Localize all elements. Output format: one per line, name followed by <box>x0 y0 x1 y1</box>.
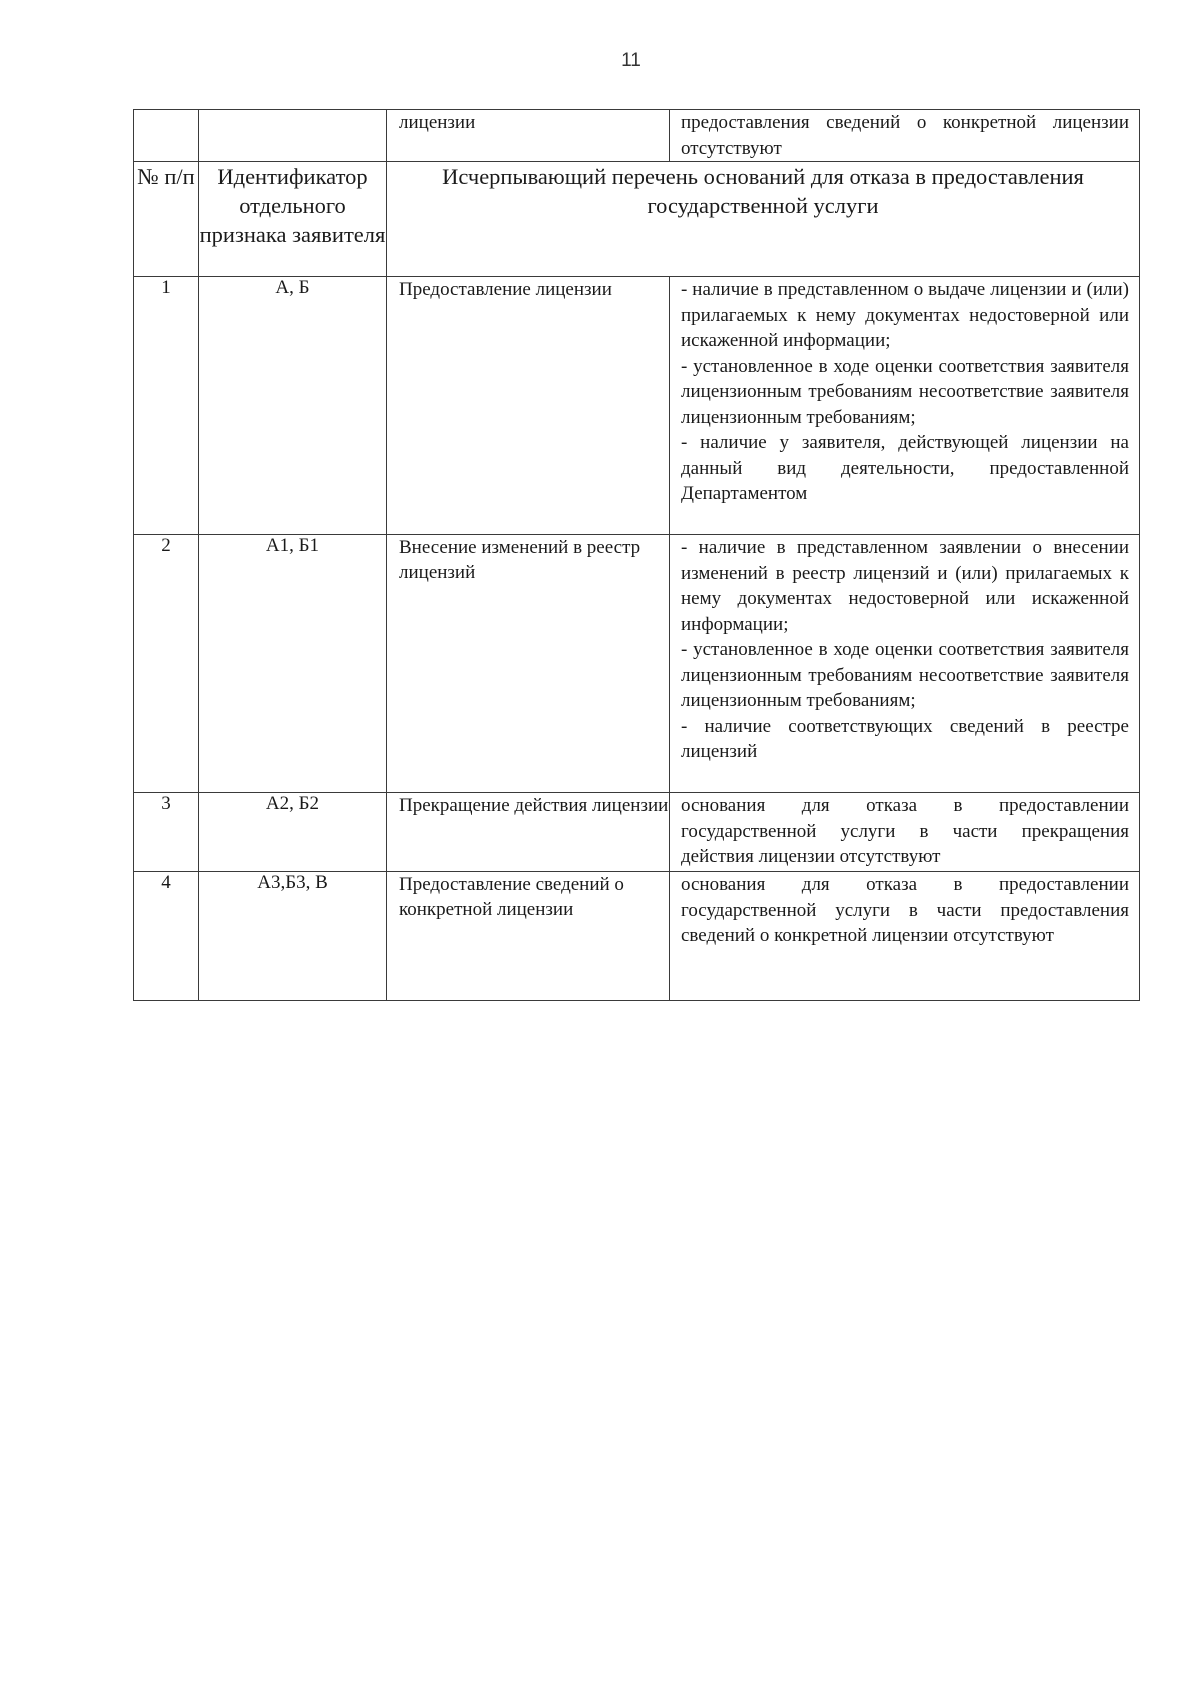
row-action: Прекращение действия лицензии <box>387 793 670 872</box>
reason-item: - наличие в представленном заявлении о внесении изменений в реестр лицензий и (или) прилагаемых к нему документах недостоверной или искаженной информации; <box>681 537 1129 635</box>
row-reasons <box>670 793 1140 872</box>
carryover-row <box>134 110 1140 162</box>
reason-item: основания для отказа в предоставлении государственной услуги в части прекращения действия лицензии отсутствуют <box>681 795 1129 867</box>
table-row <box>134 872 1140 1001</box>
refusal-grounds-table <box>133 109 1140 1001</box>
reason-item: - наличие соответствующих сведений в реестре лицензий <box>681 715 1129 762</box>
reason-item: - установленное в ходе оценки соответствия заявителя лицензионным требованиям несоответствие заявителя лицензионным требованиям; <box>681 639 1129 711</box>
table-row <box>134 793 1140 872</box>
header-identifier-cell: Идентификатор отдельного признака заявителя <box>199 162 387 277</box>
header-title-cell: Исчерпывающий перечень оснований для отказа в предоставления государственной услуги <box>387 162 1140 277</box>
row-action: Предоставление лицензии <box>387 277 670 535</box>
carryover-action-cell: лицензии <box>387 110 670 162</box>
header-num-cell: № п/п <box>134 162 199 277</box>
row-identifier: А1, Б1 <box>199 535 387 793</box>
row-identifier: А3,Б3, В <box>199 872 387 1001</box>
reason-item: - наличие у заявителя, действующей лицензии на данный вид деятельности, предоставленной Департаментом <box>681 432 1129 504</box>
row-num: 2 <box>134 535 199 793</box>
reason-item: - установленное в ходе оценки соответствия заявителя лицензионным требованиям несоответствие заявителя лицензионным требованиям; <box>681 355 1129 428</box>
row-reasons <box>670 535 1140 793</box>
table-row <box>134 535 1140 793</box>
row-num: 3 <box>134 793 199 872</box>
carryover-num-cell <box>134 110 199 162</box>
carryover-id-cell <box>199 110 387 162</box>
row-identifier: А, Б <box>199 277 387 535</box>
page-number: 11 <box>621 50 641 71</box>
row-num: 1 <box>134 277 199 535</box>
row-action: Предоставление сведений о конкретной лицензии <box>387 872 670 1001</box>
row-reasons <box>670 277 1140 535</box>
row-num: 4 <box>134 872 199 1001</box>
reason-item: - наличие в представленном о выдаче лицензии и (или) прилагаемых к нему документах недостоверной или искаженной информации; <box>681 279 1129 351</box>
row-action: Внесение изменений в реестр лицензий <box>387 535 670 793</box>
table-row <box>134 277 1140 535</box>
row-reasons <box>670 872 1140 1001</box>
row-identifier: А2, Б2 <box>199 793 387 872</box>
header-row <box>134 162 1140 277</box>
reason-item: основания для отказа в предоставлении государственной услуги в части предоставления сведений о конкретной лицензии отсутствуют <box>681 874 1129 946</box>
carryover-reason-cell: предоставления сведений о конкретной лицензии отсутствуют <box>670 110 1140 162</box>
